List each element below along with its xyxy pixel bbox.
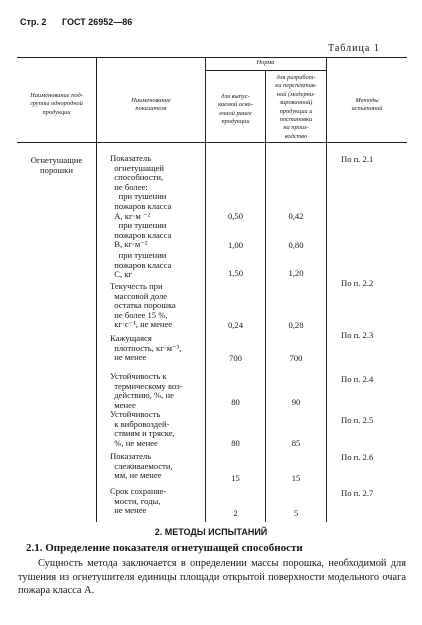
value-released: 700: [229, 353, 242, 363]
header-norm: Норма: [256, 59, 275, 66]
indicator-cell: Устойчивость к вибровоздей- ствиям и тряске, %, не менее: [110, 409, 175, 448]
value-released: 80: [231, 397, 240, 407]
subsection-title: 2.1. Определение показателя огнетушащей способности: [26, 542, 303, 554]
indicator-cell: при тушении пожаров класса С, кг: [114, 250, 172, 280]
table-header-rule: [17, 142, 407, 143]
value-released: 0,24: [227, 320, 244, 330]
value-developed: 0,80: [288, 240, 304, 250]
method-reference: По п. 2.4: [341, 374, 374, 384]
value-developed: 700: [289, 353, 303, 363]
value-developed: 1,20: [288, 268, 304, 278]
indicator-cell: Текучесть при массовой доле остатка порошка не более 15 %, кг·с⁻¹, не менее: [110, 281, 176, 330]
section-title: 2. МЕТОДЫ ИСПЫТАНИЙ: [154, 527, 268, 537]
table-caption: Таблица 1: [328, 43, 380, 54]
col-divider-2: [205, 57, 206, 522]
method-reference: По п. 2.1: [341, 154, 374, 164]
header-released: для выпус- каемой осво- енной ранее продукции: [218, 93, 253, 126]
indicator-cell: Кажущаяся плотность, кг·м⁻³, не менее: [110, 333, 182, 363]
value-developed: 0,28: [288, 320, 304, 330]
value-released: 80: [231, 438, 240, 448]
page-number: Стр. 2: [20, 17, 47, 27]
indicator-cell: при тушении пожаров класса В, кг·м⁻²: [114, 220, 172, 250]
table-top-rule: [17, 57, 407, 58]
indicator-cell: Устойчивость к термическому воз- действию, %, не менее: [110, 371, 183, 410]
standard-code: ГОСТ 26952—86: [62, 17, 133, 27]
indicator-cell: Срок сохраняе- мости, годы, не менее: [110, 486, 167, 516]
header-developed: для разработ- ки перспектив- ной (модерни- зированной) продукции и постановки на произ- водство: [275, 74, 317, 140]
value-developed: 85: [291, 438, 301, 448]
value-released: 2: [233, 508, 238, 518]
method-reference: По п. 2.5: [341, 415, 374, 425]
method-reference: По п. 2.2: [341, 278, 374, 288]
value-released: 0,50: [227, 211, 244, 221]
value-developed: 15: [291, 473, 301, 483]
header-subgroup: Наименование под- группы однородной продукции: [30, 92, 83, 116]
value-released: 1,50: [227, 268, 244, 278]
header-methods: Методы испытаний: [351, 97, 383, 113]
method-reference: По п. 2.7: [341, 488, 374, 498]
method-reference: По п. 2.6: [341, 452, 374, 462]
value-released: 1,00: [227, 240, 244, 250]
value-developed: 5: [293, 508, 299, 518]
value-developed: 90: [291, 397, 301, 407]
header-indicator: Наименование показателя: [131, 97, 171, 113]
indicator-cell: Показатель слеживаемости, мм, не менее: [110, 451, 173, 481]
value-developed: 0,42: [288, 211, 304, 221]
value-released: 15: [231, 473, 240, 483]
body-paragraph: Сущность метода заключается в определении массы порошка, необходимой для тушения из огнетушителя единицы площади открытой поверхности модельного очага пожара класса А.: [18, 558, 406, 596]
indicator-cell: Показатель огнетушащей способности, не более: при тушении пожаров класса А, кг·м ⁻²: [110, 153, 172, 221]
subgroup-cell: Огнетушащие порошки: [30, 155, 83, 175]
method-reference: По п. 2.3: [341, 330, 374, 340]
col-divider-1: [96, 57, 97, 522]
col-divider-4: [326, 57, 327, 522]
